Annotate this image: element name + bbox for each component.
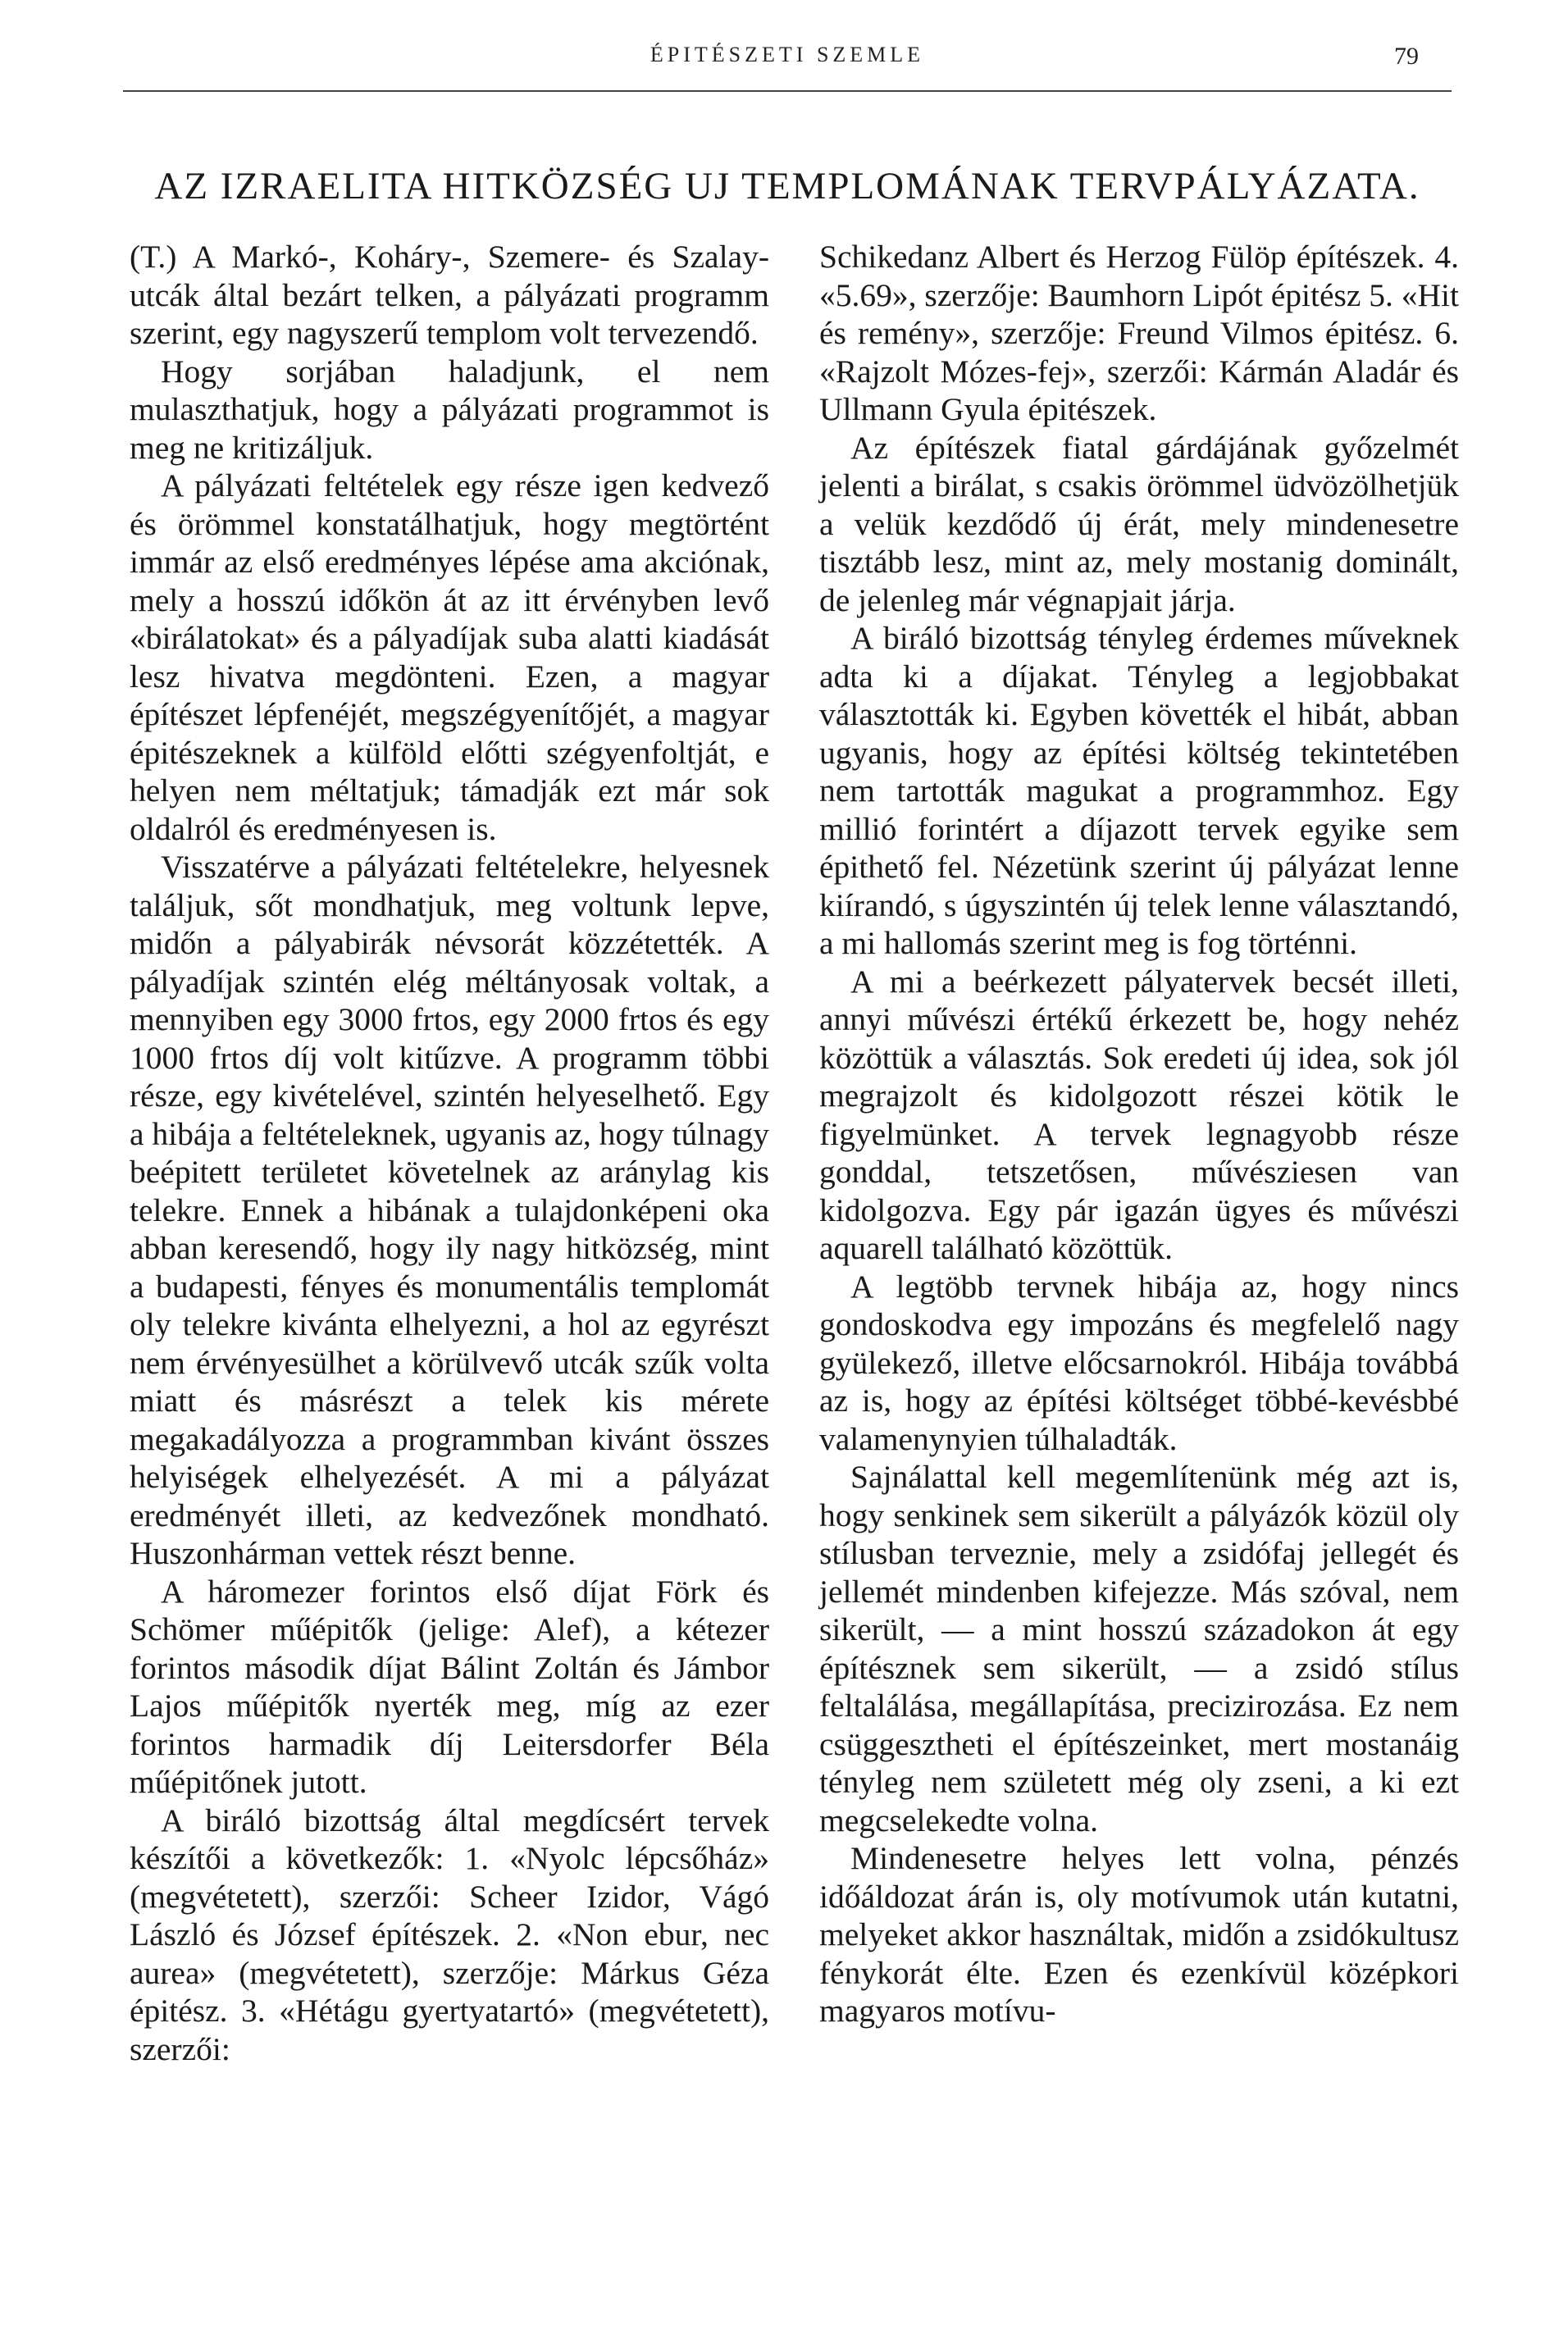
page-number: 79 [1394, 43, 1419, 70]
paragraph: (T.) A Markó-, Koháry-, Szemere- és Szalay-utcák által bezárt telken, a pályázati programm szerint, egy nagyszerű templom volt tervezendő. [130, 239, 769, 351]
paragraph: Schikedanz Albert és Herzog Fülöp építészek. 4. «5.69», szerzője: Baumhorn Lipót épitész 5. «Hit és remény», szerzője: Freund Vilmos épitész. 6. «Rajzolt Mózes-fej», szerzői: Kármán Aladár és Ullmann Gyula épitészek. [819, 239, 1459, 427]
right-column [819, 238, 1459, 2030]
paragraph: A legtöbb tervnek hibája az, hogy nincs gondoskodva egy impozáns és megfelelő nagy gyülekező, illetve előcsarnokról. Hibája továbbá az is, hogy az építési költséget többé-kevésbbé valamenynyien túlhaladták. [819, 1268, 1459, 1457]
journal-title: ÉPITÉSZETI SZEMLE [650, 43, 925, 66]
article-title: AZ IZRAELITA HITKÖZSÉG UJ TEMPLOMÁNAK TERVPÁLYÁZATA. [154, 165, 1420, 207]
paragraph: Mindenesetre helyes lett volna, pénzés időáldozat árán is, oly motívumok után kutatni, melyeket akkor használtak, midőn a zsidókultusz fénykorát élte. Ezen és ezenkívül középkori magyaros motívu- [819, 1840, 1459, 2029]
paragraph: Hogy sorjában haladjunk, el nem mulaszthatjuk, hogy a pályázati programmot is meg ne kritizáljuk. [130, 353, 769, 466]
running-header [123, 36, 1452, 85]
paragraph: Az építészek fiatal gárdájának győzelmét jelenti a birálat, s csakis örömmel üdvözölhetjük a velük kezdődő új érát, mely mindenesetre tisztább lesz, mint az, mely mostanig dominált, de jelenleg már végnapjait járja. [819, 429, 1459, 618]
left-column [130, 238, 769, 2068]
paragraph: Visszatérve a pályázati feltételekre, helyesnek találjuk, sőt mondhatjuk, meg voltunk lepve, midőn a pályabirák névsorát közzétették. A pályadíjak szintén elég méltányosak voltak, a mennyiben egy 3000 frtos, egy 2000 frtos és egy 1000 frtos díj volt kitűzve. A programm többi része, egy kivételével, szintén helyeselhető. Egy a hibája a feltételeknek, ugyanis az, hogy túlnagy beépitett területet követelnek az aránylag kis telekre. Ennek a hibának a tulajdonképeni oka abban keresendő, hogy ily nagy hitközség, mint a budapesti, fényes és monumentális templomát oly telekre kivánta elhelyezni, a hol az egyrészt nem érvényesülhet a körülvevő utcák szűk volta miatt és másrészt a telek kis mérete megakadályozza a programmban kivánt összes helyiségek elhelyezését. A mi a pályázat eredményét illeti, az kedvezőnek mondható. Huszonhárman vettek részt benne. [130, 849, 769, 1571]
paragraph: A biráló bizottság tényleg érdemes műveknek adta ki a díjakat. Tényleg a legjobbakat választották ki. Egyben követték el hibát, abban ugyanis, hogy az építési költség tekintetében nem tartották magukat a programmhoz. Egy millió forintért a díjazott tervek egyike sem épithető fel. Nézetünk szerint új pályázat lenne kiírandó, s úgyszintén új telek lenne választandó, a mi hallomás szerint meg is fog történni. [819, 620, 1459, 961]
header-rule [123, 90, 1452, 92]
paragraph: A biráló bizottság által megdícsért tervek készítői a következők: 1. «Nyolc lépcsőház» (megvétetett), szerzői: Scheer Izidor, Vágó László és József építészek. 2. «Non ebur, nec aurea» (megvétetett), szerzője: Márkus Géza épitész. 3. «Hétágu gyertyatartó» (megvétetett), szerzői: [130, 1802, 769, 2067]
paragraph: A pályázati feltételek egy része igen kedvező és örömmel konstatálhatjuk, hogy megtörtént immár az első eredményes lépése ama akciónak, mely a hosszú időkön át az itt érvényben levő «birálatokat» és a pályadíjak suba alatti kiadását lesz hivatva megdönteni. Ezen, a magyar építészet lépfenéjét, megszégyenítőjét, a magyar épitészeknek a külföld előtti szégyenfoltját, e helyen nem méltatjuk; támadják ezt már sok oldalról és eredményesen is. [130, 467, 769, 847]
paragraph: A mi a beérkezett pályatervek becsét illeti, annyi művészi értékű érkezett be, hogy nehéz közöttük a választás. Sok eredeti új idea, sok jól megrajzolt és kidolgozott részei kötik le figyelmünket. A tervek legnagyobb része gonddal, tetszetősen, művésziesen van kidolgozva. Egy pár igazán ügyes és művészi aquarell található közöttük. [819, 963, 1459, 1266]
paragraph: A háromezer forintos első díjat Förk és Schömer műépitők (jelige: Alef), a kétezer forintos második díjat Bálint Zoltán és Jámbor Lajos műépitők nyerték meg, míg az ezer forintos harmadik díj Leitersdorfer Béla műépitőnek jutott. [130, 1573, 769, 1800]
paragraph: Sajnálattal kell megemlítenünk még azt is, hogy senkinek sem sikerült a pályázók közül oly stílusban terveznie, mely a zsidófaj jellegét és jellemét mindenben kifejezze. Más szóval, nem sikerült, — a mint hosszú századokon át egy építésznek sem sikerült, — a zsidó stílus feltalálása, megállapítása, precizirozása. Ez nem csüggesztheti el építészeinket, mert mostanáig tényleg nem született még oly zseni, a ki ezt megcselekedte volna. [819, 1459, 1459, 1838]
